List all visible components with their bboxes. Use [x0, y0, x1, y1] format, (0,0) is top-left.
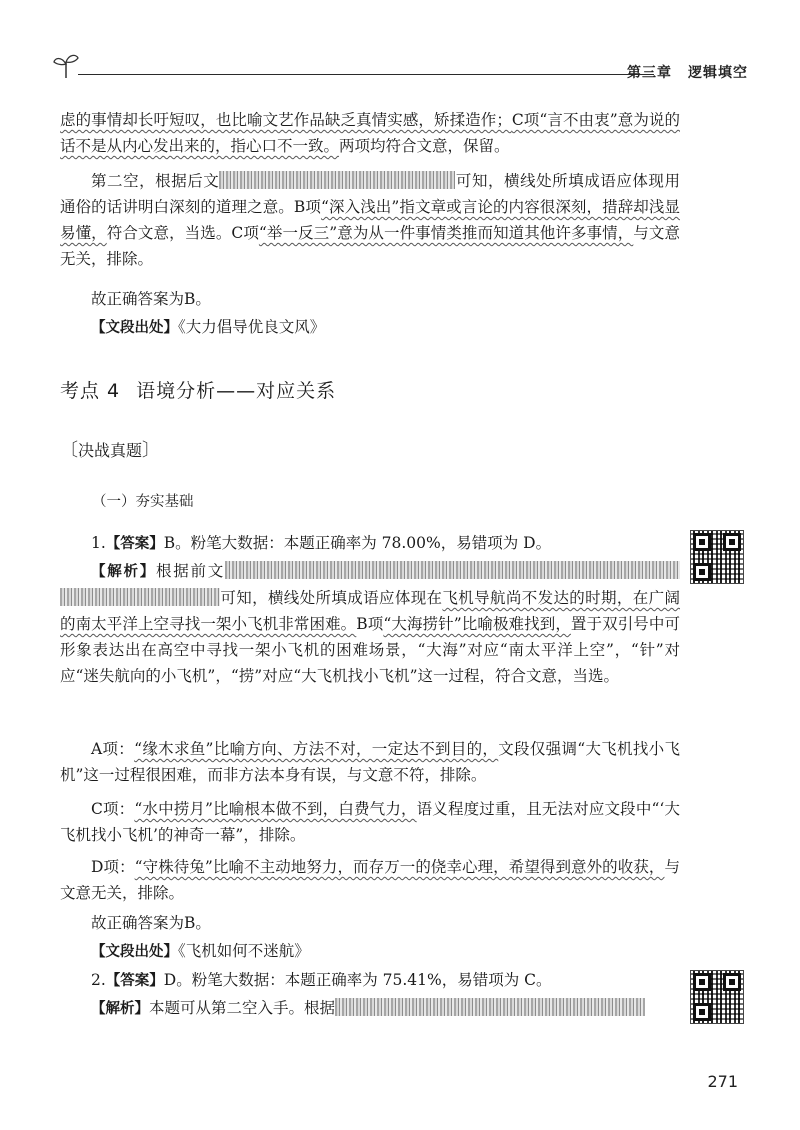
part-heading: （一）夯实基础 — [92, 494, 194, 510]
bracket: 〔 — [60, 440, 78, 461]
sprout-icon — [52, 50, 80, 80]
bracket: 〕 — [142, 440, 161, 461]
answer-line: 故正确答案为B。 — [91, 290, 211, 308]
redacted-text — [225, 561, 680, 579]
option-d-analysis — [60, 854, 680, 906]
wavy-text: “水中捞月”比喻根本做不到，白费气力， — [134, 800, 417, 818]
wavy-text: “守株待兔”比喻不主动地努力，而存万一的侥幸心理，希望得到意外的收获， — [134, 858, 665, 876]
wavy-text: “缘木求鱼”比喻方向、方法不对，一定达不到目的， — [134, 740, 499, 758]
answer-text: B。粉笔大数据：本题正确率为 78.00%，易错项为 D。 — [163, 534, 552, 552]
text: 符合文意，当选。C项 — [106, 224, 259, 242]
redacted-text — [335, 998, 645, 1016]
page-number: 271 — [707, 1072, 738, 1091]
page-header — [52, 50, 748, 90]
text: 与文意无关，排除。 — [60, 224, 680, 268]
wavy-text: “大海捞针”比喻极难找到， — [383, 615, 571, 633]
subsection-heading — [60, 436, 160, 462]
juezhan-title: 决战真题 — [78, 441, 143, 460]
text: 可知，横线处所填成语应体现用通俗的话讲明白深刻的道理之意。B项 — [60, 172, 680, 216]
q2-answer — [60, 967, 680, 994]
analysis-tag: 【解析】 — [91, 1001, 149, 1017]
text: C项“言不由衷”意为说的话不是从内心发出来的，指心口不一致。 — [60, 111, 680, 155]
source-line — [60, 314, 680, 341]
text: 文段仅强调“大飞机找小飞机”这一过程很困难，而非方法本身有误，与文意不符，排除。 — [60, 740, 680, 784]
question-number: 1. — [91, 534, 106, 552]
text: 本题可从第二空入手。根据 — [149, 999, 336, 1017]
chapter-number: 第三章 — [627, 65, 672, 81]
text: 与文意无关，排除。 — [60, 858, 680, 902]
wavy-text: 飞机导航尚不发达的时期，在广阔的南太平洋上空寻找一架小飞机非常困难。 — [60, 589, 680, 633]
redacted-text — [60, 588, 220, 606]
text: 根据前文 — [156, 562, 225, 580]
q2-analysis — [60, 995, 680, 1022]
source-title: 《大力倡导优良文风》 — [178, 318, 326, 336]
section-heading — [60, 376, 336, 403]
answer-text: D。粉笔大数据：本题正确率为 75.41%，易错项为 C。 — [163, 971, 552, 989]
option-a-analysis — [60, 736, 680, 788]
answer-tag: 【答案】 — [105, 536, 164, 552]
text: 第二空，根据后文 — [91, 172, 220, 190]
qr-code-icon[interactable] — [690, 530, 744, 584]
analysis-tag: 【解析】 — [91, 564, 156, 580]
q1-final-answer: 故正确答案为B。 — [91, 914, 211, 932]
chapter-name: 逻辑填空 — [688, 65, 748, 81]
wavy-text: 虑的事情却长吁短叹，也比喻文艺作品缺乏真情实感，矫揉造作； — [60, 111, 512, 129]
source-title: 《飞机如何不迷航》 — [178, 942, 310, 960]
option-label: A项： — [91, 740, 135, 758]
answer-tag: 【答案】 — [105, 973, 164, 989]
option-label: D项： — [91, 858, 135, 876]
kaodian-title: 语境分析——对应关系 — [136, 380, 337, 402]
text: 两项均符合文意，保留。 — [339, 137, 510, 155]
paragraph-second-blank — [60, 168, 680, 272]
text: 语义程度过重，且无法对应文段中“‘大飞机找小飞机’的神奇一幕”，排除。 — [60, 800, 680, 844]
redacted-text — [219, 171, 455, 189]
wavy-text: “举一反三”意为从一件事情类推而知道其他许多事情， — [258, 224, 634, 242]
source-tag: 【文段出处】 — [91, 944, 178, 960]
q1-source — [60, 938, 680, 965]
text: 置于双引号中可形象表达出在高空中寻找一架小飞机的困难场景，“大海”对应“南太平洋上空”，“针”对应“迷失航向的小飞机”，“捞”对应“大飞机找小飞机”这一过程，符合文意，当选。 — [60, 615, 680, 685]
wavy-text: “深入浅出”指文章或言论的内容很深刻，措辞却浅显易懂， — [60, 198, 680, 242]
qr-code-icon[interactable] — [690, 970, 744, 1024]
paragraph-continuation — [60, 107, 680, 159]
header-rule — [78, 74, 654, 75]
q1-answer — [60, 530, 680, 557]
option-c-analysis — [60, 796, 680, 848]
text: B项 — [356, 615, 384, 633]
chapter-title — [611, 62, 748, 82]
source-tag: 【文段出处】 — [91, 320, 178, 336]
question-number: 2. — [91, 971, 106, 989]
q1-analysis — [60, 558, 680, 689]
option-label: C项： — [91, 800, 135, 818]
text: 可知，横线处所填成语应体现在 — [220, 589, 443, 607]
kaodian-number: 考点 4 — [60, 380, 121, 402]
